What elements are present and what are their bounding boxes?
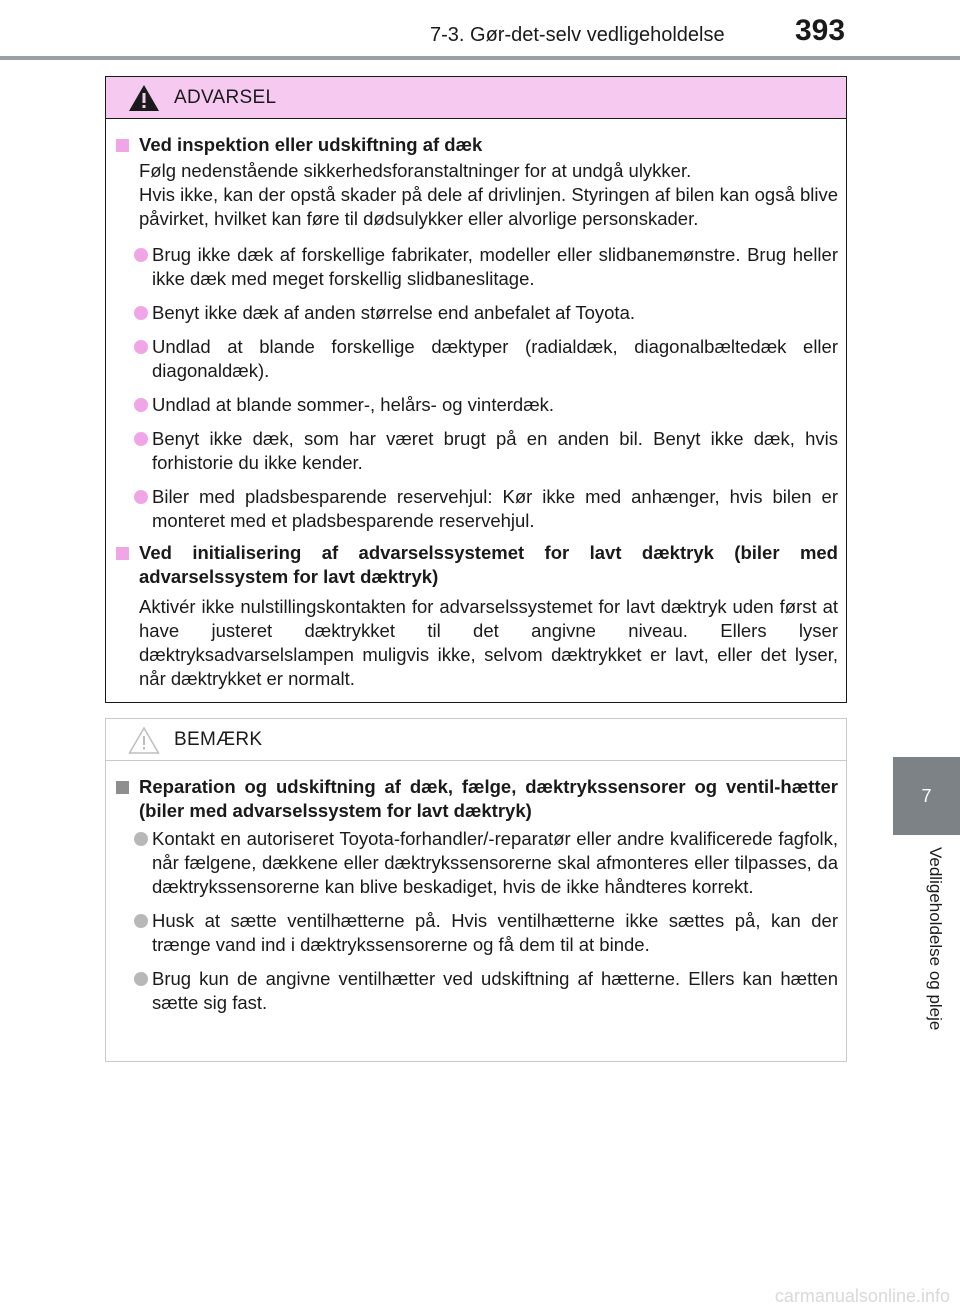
chapter-tab bbox=[893, 757, 960, 835]
round-bullet-icon bbox=[134, 248, 148, 262]
header-divider bbox=[0, 56, 960, 60]
notice-title: BEMÆRK bbox=[174, 728, 263, 750]
list-item: Undlad at blande forskellige dæktyper (radialdæk, diagonalbæltedæk eller diagonaldæk). bbox=[114, 335, 838, 383]
list-item: Benyt ikke dæk, som har været brugt på en anden bil. Benyt ikke dæk, hvis forhistorie du ikke kender. bbox=[114, 427, 838, 475]
list-item: Husk at sætte ventilhætterne på. Hvis ventilhætterne ikke sættes på, kan der trænge vand ind i dæktrykssensorerne og få dem til at binde. bbox=[114, 909, 838, 957]
round-bullet-icon bbox=[134, 490, 148, 504]
round-bullet-icon bbox=[134, 972, 148, 986]
paragraph: Hvis ikke, kan der opstå skader på dele af drivlinjen. Styringen af bilen kan også blive påvirket, hvilket kan føre til dødsulykker eller alvorlige personskader. bbox=[139, 184, 838, 229]
list-item: Undlad at blande sommer-, helårs- og vinterdæk. bbox=[114, 393, 838, 417]
section-heading: Reparation og udskiftning af dæk, fælge, dæktrykssensorer og ventil-hætter (biler med advarselssystem for lavt dæktryk) bbox=[114, 775, 838, 823]
round-bullet-icon bbox=[134, 306, 148, 320]
section-heading: Ved initialisering af advarselssystemet for lavt dæktryk (biler med advarselssystem for lavt dæktryk) bbox=[114, 541, 838, 589]
notice-box bbox=[105, 718, 847, 1062]
list-item: Benyt ikke dæk af anden størrelse end anbefalet af Toyota. bbox=[114, 301, 838, 325]
round-bullet-icon bbox=[134, 340, 148, 354]
chapter-number: 7 bbox=[921, 785, 932, 806]
round-bullet-icon bbox=[134, 914, 148, 928]
section-title: 7-3. Gør-det-selv vedligeholdelse bbox=[430, 24, 725, 46]
square-bullet-icon bbox=[116, 781, 129, 794]
warning-box bbox=[105, 76, 847, 703]
square-bullet-icon bbox=[116, 547, 129, 560]
list-item: Brug ikke dæk af forskellige fabrikater, modeller eller slidbanemønstre. Brug heller ikke dæk med meget forskellig slidbaneslitage. bbox=[114, 243, 838, 291]
page-number: 393 bbox=[795, 14, 846, 47]
warning-body bbox=[106, 119, 846, 691]
list-item: Kontakt en autoriseret Toyota-forhandler/-reparatør eller andre kvalificerede fagfolk, når fælgene, dækkene eller dæktrykssensorerne skal afmonteres eller tilpasses, da dæktrykssensorerne kan blive beskadiget, hvis de ikke håndteres korrekt. bbox=[114, 827, 838, 899]
round-bullet-icon bbox=[134, 398, 148, 412]
notice-body bbox=[106, 761, 846, 1015]
paragraph: Følg nedenstående sikkerhedsforanstaltninger for at undgå ulykker. bbox=[139, 160, 692, 181]
warning-header bbox=[106, 77, 846, 119]
chapter-label: Vedligeholdelse og pleje bbox=[926, 847, 945, 1031]
round-bullet-icon bbox=[134, 832, 148, 846]
round-bullet-icon bbox=[134, 432, 148, 446]
paragraph: Aktivér ikke nulstillingskontakten for advarselssystemet for lavt dæktryk uden først at have justeret dæktrykket til det angivne niveau. Ellers lyser dæktryksadvarselslampen muligvis ikke, selvom dæktrykket er lavt, eller det lyser, når dæktrykket er normalt. bbox=[139, 596, 838, 689]
section-heading: Ved inspektion eller udskiftning af dæk bbox=[114, 133, 838, 157]
warning-triangle-icon bbox=[128, 84, 160, 112]
list-item: Biler med pladsbesparende reservehjul: Kør ikke med anhænger, hvis bilen er monteret med et pladsbesparende reservehjul. bbox=[114, 485, 838, 533]
notice-header bbox=[106, 719, 846, 761]
notice-triangle-icon bbox=[128, 726, 160, 754]
warning-title: ADVARSEL bbox=[174, 86, 277, 108]
square-bullet-icon bbox=[116, 139, 129, 152]
list-item: Brug kun de angivne ventilhætter ved udskiftning af hætterne. Ellers kan hætten sætte sig fast. bbox=[114, 967, 838, 1015]
footer-site-watermark: carmanualsonline.info bbox=[774, 1286, 950, 1306]
